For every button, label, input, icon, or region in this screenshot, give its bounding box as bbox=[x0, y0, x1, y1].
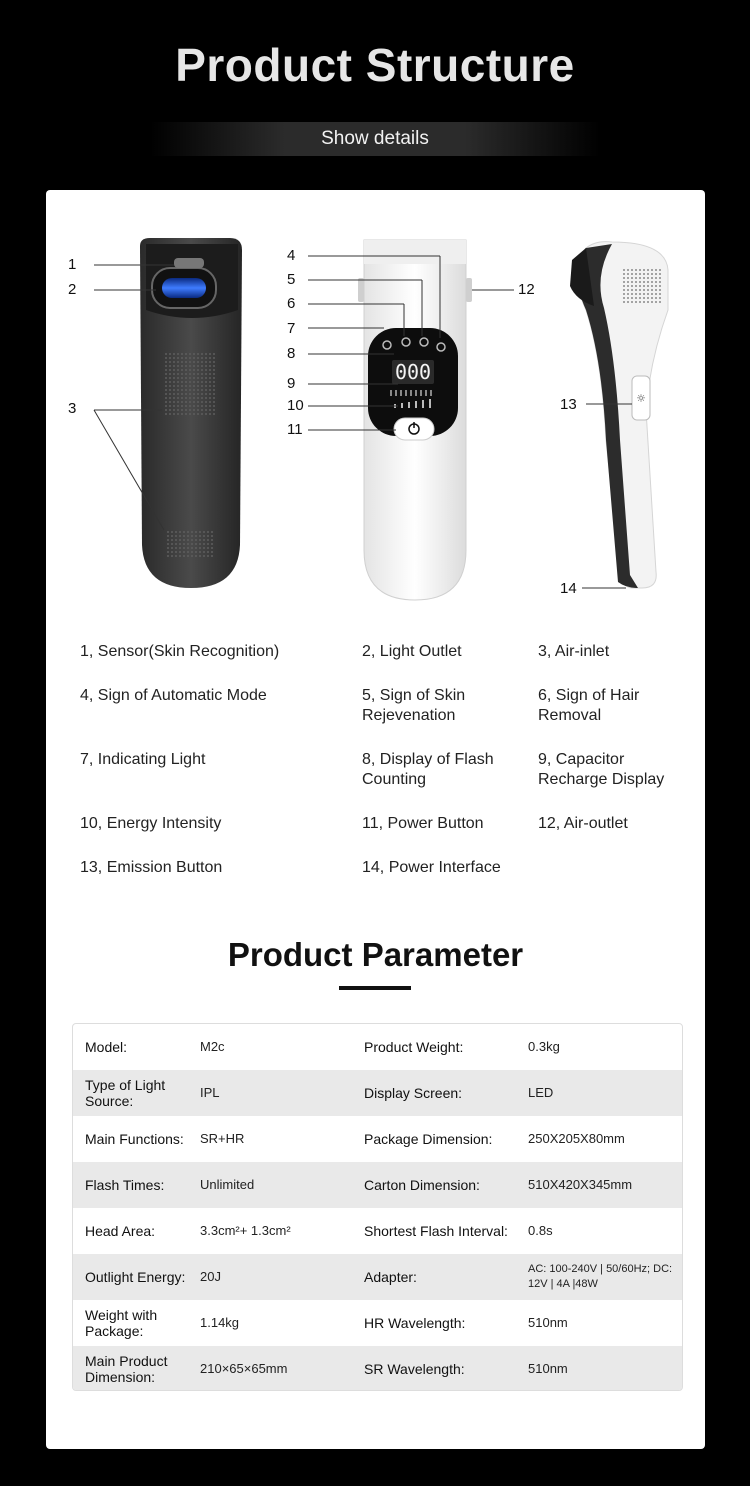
legend-item: 4, Sign of Automatic Mode bbox=[80, 687, 267, 704]
legend-item: 2, Light Outlet bbox=[362, 643, 462, 660]
callout-12: 12 bbox=[518, 281, 535, 298]
svg-text:☼: ☼ bbox=[636, 392, 646, 405]
parameter-row bbox=[73, 1024, 683, 1070]
legend-item: 12, Air-outlet bbox=[538, 815, 628, 832]
parameter-table bbox=[72, 1023, 683, 1391]
parameter-value: M2c bbox=[200, 1039, 225, 1054]
parameter-label: Model: bbox=[85, 1039, 128, 1055]
callout-13: 13 bbox=[560, 396, 577, 413]
callout-4: 4 bbox=[287, 247, 296, 264]
parameter-label: Product Weight: bbox=[364, 1039, 464, 1055]
parameter-value: 510nm bbox=[528, 1361, 568, 1376]
parameter-value: Unlimited bbox=[200, 1177, 255, 1192]
callout-11: 11 bbox=[287, 421, 303, 438]
display-counter: 000 bbox=[394, 360, 432, 384]
parameter-value: AC: 100-240V | 50/60Hz; DC: 12V | 4A |48W bbox=[528, 1263, 673, 1290]
show-details-button[interactable]: Show details bbox=[150, 122, 600, 156]
title-underline bbox=[339, 986, 411, 990]
parameter-label: HR Wavelength: bbox=[364, 1315, 466, 1331]
parameter-label: Main Functions: bbox=[85, 1131, 184, 1147]
parameter-value: 250X205X80mm bbox=[528, 1131, 625, 1146]
legend-item: 8, Display of Flash Counting bbox=[362, 751, 494, 788]
parameter-value: 510X420X345mm bbox=[528, 1177, 633, 1192]
parameter-label: SR Wavelength: bbox=[364, 1361, 465, 1377]
parameter-value: 510nm bbox=[528, 1315, 568, 1330]
legend-item: 13, Emission Button bbox=[80, 859, 223, 876]
parameter-row bbox=[73, 1116, 683, 1162]
parameter-value: 210×65×65mm bbox=[200, 1361, 288, 1376]
legend-item: 14, Power Interface bbox=[362, 859, 501, 876]
device-side-view bbox=[570, 242, 668, 588]
parameter-label: Carton Dimension: bbox=[364, 1177, 480, 1193]
parameter-row bbox=[73, 1346, 683, 1391]
callout-5: 5 bbox=[287, 271, 296, 288]
parameter-value: 0.3kg bbox=[528, 1039, 560, 1054]
device-front-view bbox=[358, 240, 472, 600]
legend-item: 6, Sign of Hair Removal bbox=[538, 687, 640, 724]
parameter-label: Adapter: bbox=[364, 1269, 417, 1285]
device-illustration bbox=[46, 190, 705, 610]
legend-item: 5, Sign of Skin Rejevenation bbox=[362, 687, 466, 724]
callout-9: 9 bbox=[287, 375, 296, 392]
parameter-row bbox=[73, 1208, 683, 1254]
parameter-title: Product Parameter bbox=[227, 936, 524, 973]
legend-item: 7, Indicating Light bbox=[80, 751, 206, 768]
callout-2: 2 bbox=[68, 281, 77, 298]
parameter-value: SR+HR bbox=[200, 1131, 245, 1146]
parameter-label: Weight with Package: bbox=[85, 1307, 158, 1339]
parameter-label: Package Dimension: bbox=[364, 1131, 493, 1147]
legend-item: 10, Energy Intensity bbox=[80, 815, 222, 832]
parameter-row bbox=[73, 1300, 683, 1346]
parameter-value: 20J bbox=[200, 1269, 221, 1284]
parameter-value: 0.8s bbox=[528, 1223, 553, 1238]
parameter-label: Flash Times: bbox=[85, 1177, 165, 1193]
callout-1: 1 bbox=[68, 256, 77, 273]
callout-6: 6 bbox=[287, 295, 296, 312]
parameter-value: 1.14kg bbox=[200, 1315, 240, 1330]
parameter-label: Shortest Flash Interval: bbox=[364, 1223, 508, 1239]
legend-item: 9, Capacitor Recharge Display bbox=[538, 751, 665, 788]
parameter-label: Display Screen: bbox=[364, 1085, 463, 1101]
callout-7: 7 bbox=[287, 320, 296, 337]
callout-3: 3 bbox=[68, 400, 77, 417]
callout-8: 8 bbox=[287, 345, 296, 362]
callout-14: 14 bbox=[560, 580, 577, 597]
parameter-value: LED bbox=[528, 1085, 554, 1100]
parameter-label: Outlight Energy: bbox=[85, 1269, 186, 1285]
callout-10: 10 bbox=[287, 397, 304, 414]
parameter-row bbox=[73, 1162, 683, 1208]
legend-item: 3, Air-inlet bbox=[538, 643, 610, 660]
parameter-label: Main Product Dimension: bbox=[85, 1353, 168, 1385]
parameter-value: IPL bbox=[200, 1085, 220, 1100]
parameter-label: Type of Light Source: bbox=[85, 1077, 166, 1109]
legend-item: 1, Sensor(Skin Recognition) bbox=[80, 643, 280, 660]
page-title: Product Structure bbox=[175, 39, 575, 91]
parameter-value: 3.3cm²+ 1.3cm² bbox=[200, 1223, 291, 1238]
parameter-row bbox=[73, 1070, 683, 1116]
product-diagram bbox=[46, 190, 705, 610]
legend-item: 11, Power Button bbox=[362, 815, 484, 832]
parameter-label: Head Area: bbox=[85, 1223, 156, 1239]
parameter-row bbox=[73, 1254, 683, 1300]
content-card bbox=[46, 190, 705, 1449]
